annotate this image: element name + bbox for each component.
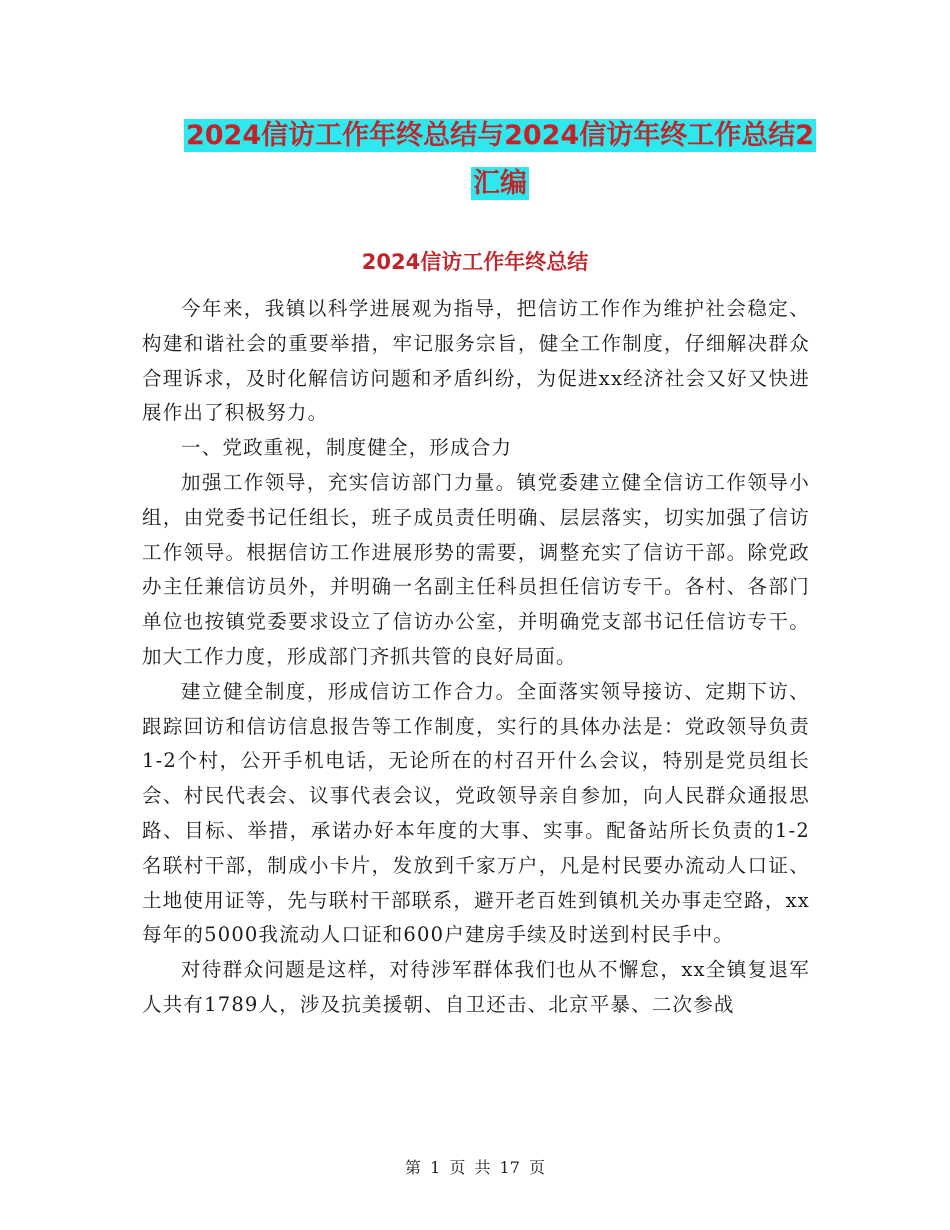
document-body [142,292,810,1023]
document-title-text: 2024信访工作年终总结与2024信访年终工作总结2汇编 [185,120,815,199]
paragraph-system: 建立健全制度，形成信访工作合力。全面落实领导接访、定期下访、跟踪回访和信访信息报告等工作制度，实行的具体办法是：党政领导负责1-2个村，公开手机电话，无论所在的村召开什么会议，特别是党员组长会、村民代表会、议事代表会议，党政领导亲自参加，向人民群众通报思路、目标、举措，承诺办好本年度的大事、实事。配备站所长负责的1-2名联村干部，制成小卡片，发放到千家万户，凡是村民要办流动人口证、土地使用证等，先与联村干部联系，避开老百姓到镇机关办事走空路，xx每年的5000我流动人口证和600户建房手续及时送到村民手中。 [142,679,810,947]
paragraph-veterans: 对待群众问题是这样，对待涉军群体我们也从不懈怠，xx全镇复退军人共有1789人，涉及抗美援朝、自卫还击、北京平暴、二次参战 [142,958,810,1016]
page-footer: 第 1 页 共 17 页 [405,1158,545,1177]
paragraph-leadership: 加强工作领导，充实信访部门力量。镇党委建立健全信访工作领导小组，由党委书记任组长，班子成员责任明确、层层落实，切实加强了信访工作领导。根据信访工作进展形势的需要，调整充实了信访干部。除党政办主任兼信访员外，并明确一名副主任科员担任信访专干。各村、各部门单位也按镇党委要求设立了信访办公室，并明确党支部书记任信访专干。加大工作力度，形成部门齐抓共管的良好局面。 [142,470,810,668]
section-title: 2024信访工作年终总结 [361,250,589,274]
paragraph-heading-1: 一、党政重视，制度健全，形成合力 [181,436,513,460]
document-title [180,112,820,208]
paragraph-intro: 今年来，我镇以科学进展观为指导，把信访工作作为维护社会稳定、构建和谐社会的重要举措，牢记服务宗旨，健全工作制度，仔细解决群众合理诉求，及时化解信访问题和矛盾纠纷，为促进xx经济社会又好又快进展作出了积极努力。 [142,297,810,425]
